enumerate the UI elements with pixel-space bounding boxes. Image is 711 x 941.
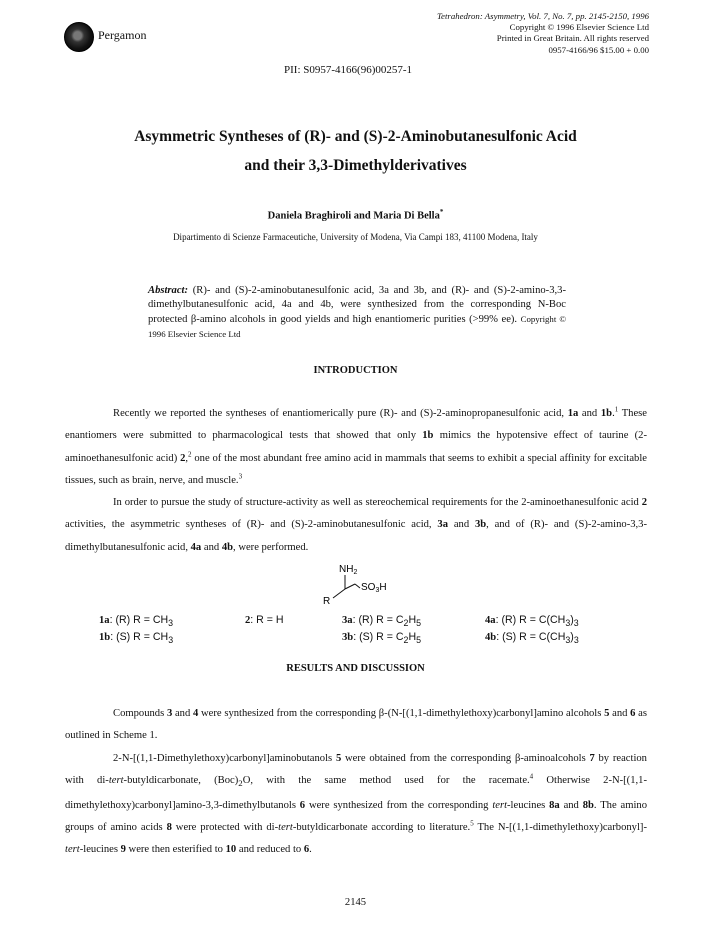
section-results: RESULTS AND DISCUSSION <box>286 663 425 674</box>
abstract-copyright: Copyright © 1996 Elsevier Science Ltd <box>148 314 567 339</box>
price-line: 0957-4166/96 $15.00 + 0.00 <box>548 44 649 55</box>
compound-4b: 4b: (S) $R = C(CH_3)_3$ <box>485 631 579 646</box>
compound-3 <box>342 613 421 647</box>
scheme-nh2-label: $NH_2$ <box>339 564 358 576</box>
compound-1 <box>99 613 173 647</box>
compound-3a: 3a: (R) $R = C_2H_5$ <box>342 614 422 629</box>
compound-4 <box>485 613 579 647</box>
abstract-text: (R)- and (S)-2-aminobutanesulfonic acid, 3a and 3b, and (R)- and (S)-2-amino-3,3-dimethylbutanesulfonic acid, 4a and 4b, were synthesized from the corresponding N-Boc protected β-amino alcohols in good yields and high enantiomeric purities (>99% ee). <box>148 285 566 325</box>
authors <box>0 208 711 222</box>
compound-2: 2: R = H <box>245 614 284 626</box>
compound-1a: 1a: (R) $R = CH_3$ <box>99 614 174 629</box>
scheme-bond-c <box>345 584 355 589</box>
scheme-bond-r <box>333 589 345 598</box>
compound-1b: 1b: (S) $R = CH_3$ <box>99 631 174 646</box>
results-paragraph-1: Compounds 3 and 4 were synthesized from the corresponding β-(N-[(1,1-dimethylethoxy)carbonyl]amino alcohols 5 and 6 as outlined in Scheme 1. <box>65 708 647 742</box>
title-line-2: and their 3,3-Dimethylderivatives <box>244 157 467 174</box>
corresponding-mark: * <box>439 208 444 216</box>
author-names: Daniela Braghiroli and Maria Di Bella <box>267 210 440 222</box>
scheme-bond-s <box>355 584 360 588</box>
results-paragraph-2: 2-N-[(1,1-Dimethylethoxy)carbonyl]aminobutanols 5 were obtained from the corresponding β-aminoalcohols 7 by reaction with di-tert-butyldicarbonate, $(Boc)_2O$, with the same method used for the racemate.$^4$ Otherwise 2-N-[(1,1-dimethylethoxy)carbonyl]amino-3,3-dimethylbutanols 6 were synthesized from the corresponding tert-leucines 8a and 8b. The amino groups of amino acids 8 were protected with di-tert-butyldicarbonate according to literature.$^5$ The N-[(1,1-dimethylethoxy)carbonyl]-tert-leucines 9 were then esterified to 10 and reduced to 6. <box>65 753 647 856</box>
publisher-name: Pergamon <box>98 28 147 42</box>
section-introduction: INTRODUCTION <box>313 365 398 376</box>
compound-4a: 4a: (R) $R = C(CH_3)_3$ <box>485 614 579 629</box>
intro-paragraph-2: In order to pursue the study of structure-activity as well as stereochemical requirements for the 2-aminoethanesulfonic acid 2 activities, the asymmetric syntheses of (R)- and (S)-2-aminobutanesulfonic acid, 3a and 3b, and of (R)- and (S)-2-amino-3,3-dimethylbutanesulfonic acid, 4a and 4b, were performed. <box>65 497 648 553</box>
pii-code: PII: S0957-4166(96)00257-1 <box>284 64 413 76</box>
scheme-so3h-label: $SO_3H$ <box>361 582 387 594</box>
printed-line: Printed in Great Britain. All rights reserved <box>496 33 649 44</box>
abstract-label: Abstract: <box>148 285 189 296</box>
sulfonic-acid-structure <box>305 562 405 607</box>
copyright-line: Copyright © 1996 Elsevier Science Ltd <box>509 22 649 33</box>
intro-paragraph-1: Recently we reported the syntheses of enantiomerically pure (R)- and (S)-2-aminopropanesulfonic acid, 1a and 1b.$^1$ These enantiomers were submitted to pharmacological tests that showed that only 1b mimics the hypotensive effect of taurine (2-aminoethanesulfonic acid) 2,$^2$ one of the most abundant free amino acid in mammals that seems to exhibit a special affinity for excitable tissues, such as brain, nerve, and muscle.$^3$ <box>65 405 648 486</box>
scheme-r-label: R <box>323 596 331 607</box>
title-line-1: Asymmetric Syntheses of (R)- and (S)-2-Aminobutanesulfonic Acid <box>134 128 577 145</box>
journal-meta <box>437 11 649 56</box>
page-number: 2145 <box>344 897 367 908</box>
journal-citation: Tetrahedron: Asymmetry, Vol. 7, No. 7, pp. 2145-2150, 1996 <box>436 11 649 21</box>
affiliation: Dipartimento di Scienze Farmaceutiche, University of Modena, Via Campi 183, 41100 Modena, Italy <box>173 232 538 242</box>
pergamon-logo <box>64 22 94 52</box>
compound-3b: 3b: (S) $R = C_2H_5$ <box>342 631 422 646</box>
abstract <box>148 284 566 342</box>
